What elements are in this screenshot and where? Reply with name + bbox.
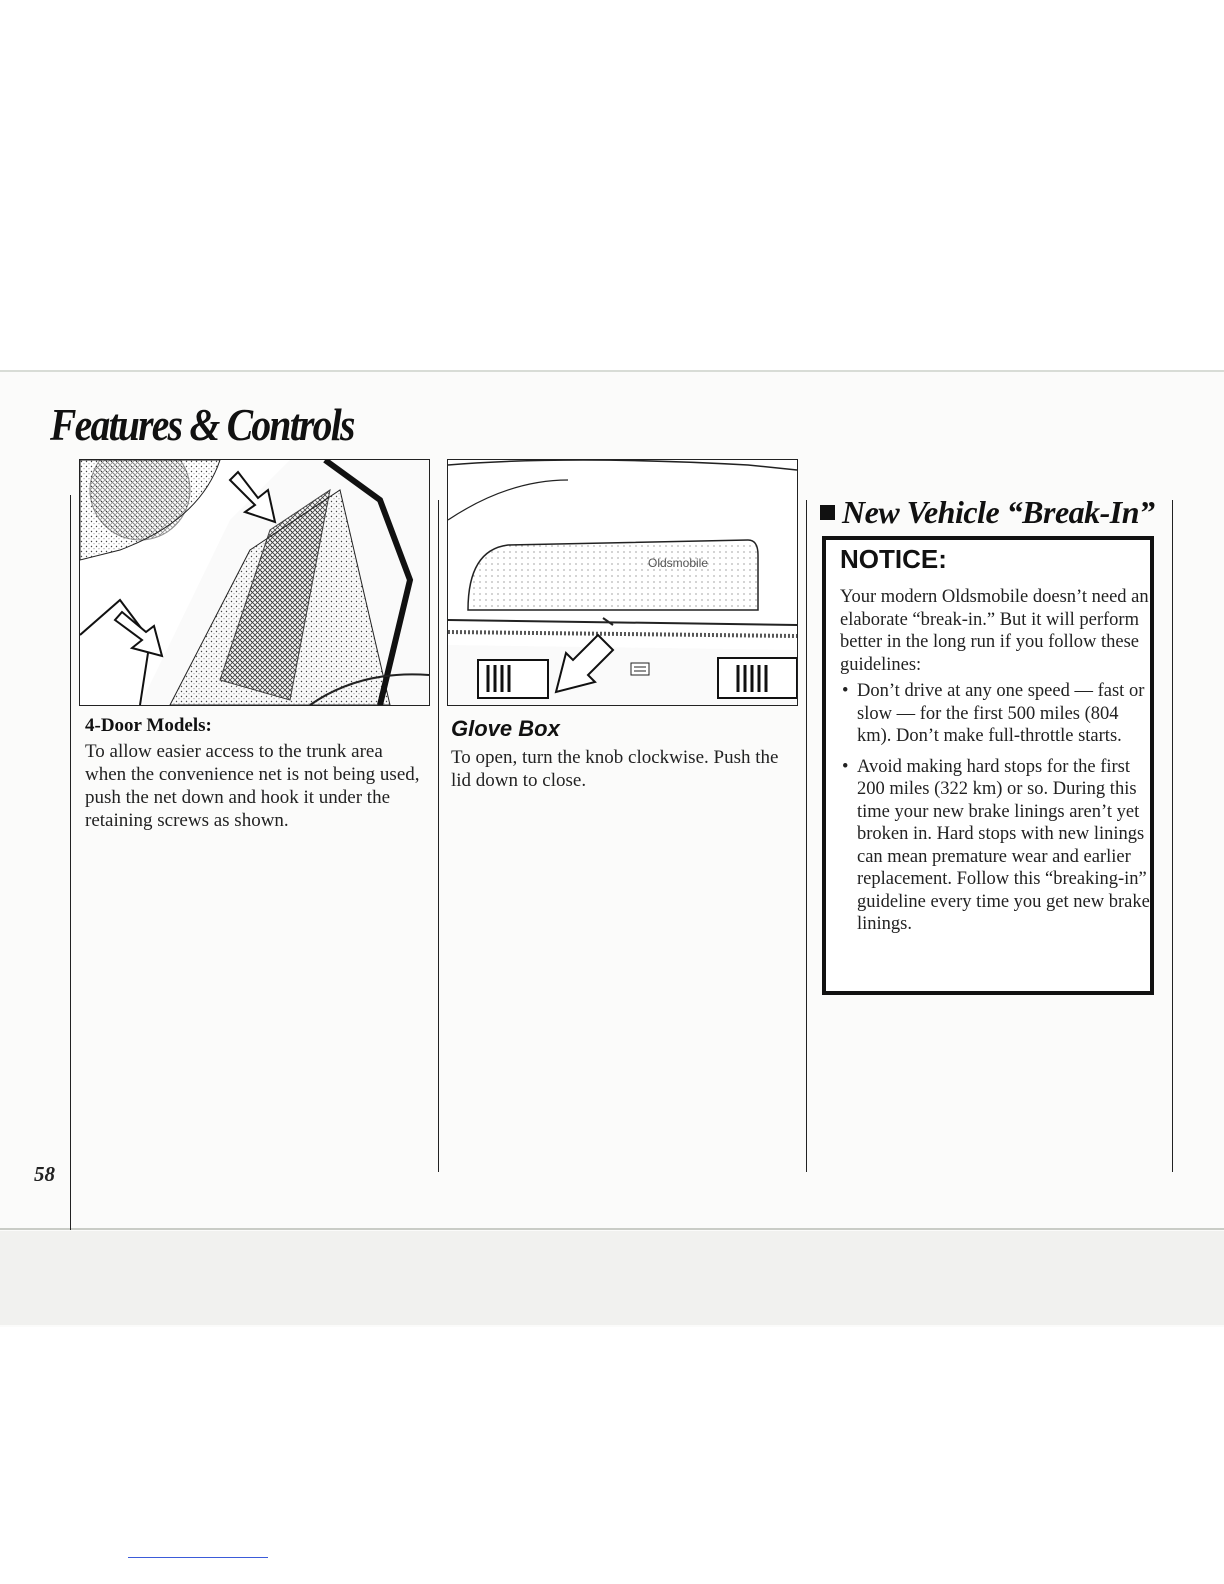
notice-title: NOTICE: bbox=[840, 544, 947, 574]
notice-intro: Your modern Oldsmobile doesn’t need an elaborate “break-in.” But it will perform better in the long run if you follow these guidelines: bbox=[840, 587, 1149, 675]
page-shadow bbox=[0, 1231, 1224, 1325]
glove-box-drawing bbox=[448, 460, 797, 705]
trunk-net-illustration bbox=[79, 459, 430, 706]
four-door-models-heading: 4-Door Models: bbox=[85, 715, 212, 736]
section-title: Features & Controls bbox=[50, 399, 354, 450]
glove-box-heading: Glove Box bbox=[451, 716, 560, 741]
footer-underline bbox=[128, 1557, 268, 1558]
notice-guideline-item: • Avoid making hard stops for the first 200 miles (322 km) or so. During this time your new brake linings aren’t yet broken in. Hard stops with new linings can mean premature wear and earlier replacement. Follow this “breaking-in” guideline every time you get new brake linings. bbox=[840, 756, 1150, 936]
page-bottom-rule bbox=[0, 1228, 1224, 1230]
glove-box-brand-label: Oldsmobile bbox=[648, 556, 709, 570]
square-bullet-icon bbox=[820, 505, 835, 520]
trunk-net-drawing bbox=[80, 460, 429, 705]
break-in-heading bbox=[820, 494, 1155, 531]
glove-box-text: To open, turn the knob clockwise. Push the lid down to close. bbox=[451, 747, 779, 791]
page-number: 58 bbox=[34, 1162, 55, 1186]
column-divider-3 bbox=[1172, 500, 1173, 1172]
glove-box-illustration bbox=[447, 459, 798, 706]
left-margin-rule bbox=[70, 495, 71, 1230]
four-door-models-text: To allow easier access to the trunk area when the convenience net is not being used, push the net down and hook it under the retaining screws as shown. bbox=[85, 741, 420, 831]
notice-guideline-item: • Don’t drive at any one speed — fast or slow — for the first 500 miles (804 km). Don’t make full-throttle starts. bbox=[840, 680, 1150, 748]
notice-guidelines-list bbox=[840, 680, 1150, 944]
column-divider-1 bbox=[438, 500, 439, 1172]
column-divider-2 bbox=[806, 500, 807, 1172]
notice-box bbox=[822, 536, 1154, 995]
break-in-heading-text: New Vehicle “Break-In” bbox=[842, 494, 1155, 530]
